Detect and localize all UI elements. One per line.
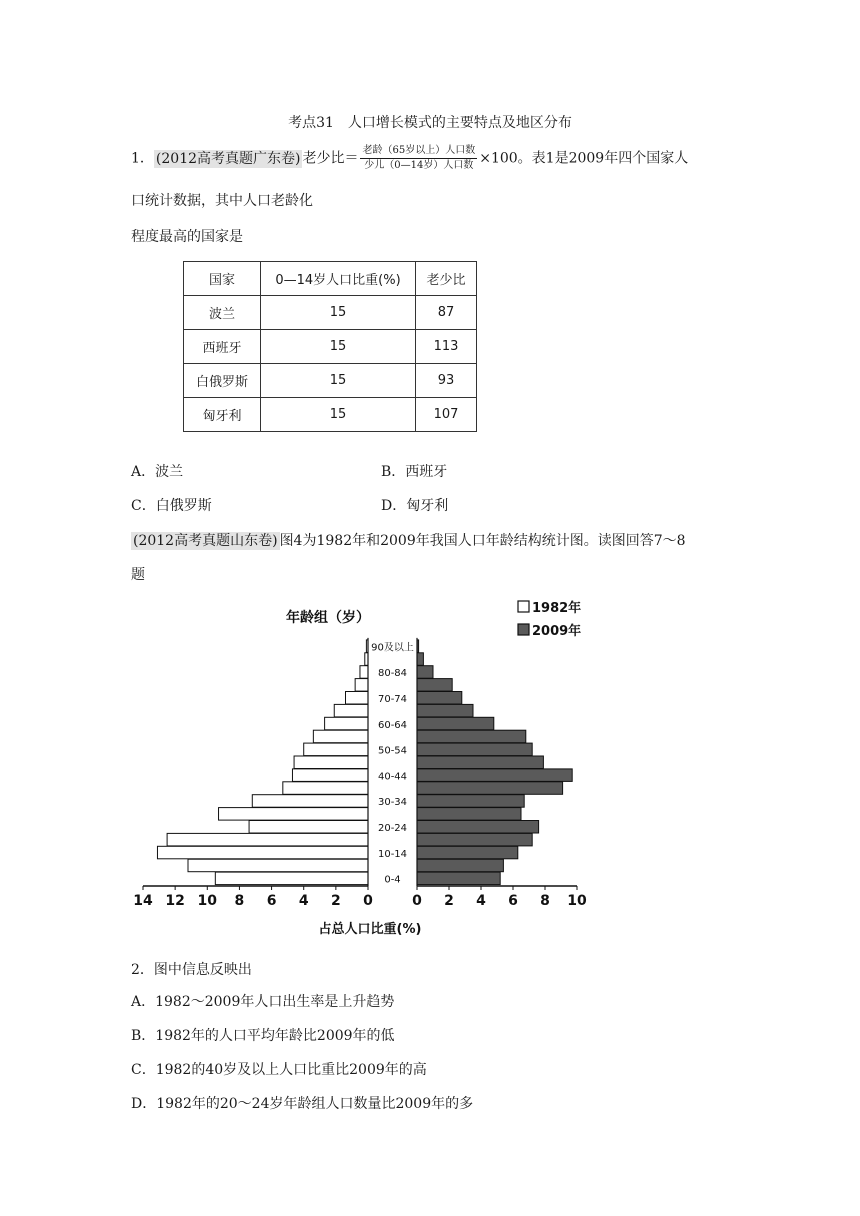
table-header-cell: 国家 [184,262,261,296]
bar-1982-35-39 [283,782,368,795]
question-1-line-3: 程度最高的国家是 [131,229,243,245]
q1-option-a[interactable]: A．波兰 [131,464,184,480]
bar-1982-60-64 [325,717,368,730]
bar-1982-10-14 [157,846,368,859]
q1-option-c[interactable]: C．白俄罗斯 [131,498,212,514]
table-cell-ratio: 113 [416,330,477,364]
table-row [184,330,477,364]
table-row [184,364,477,398]
chart-bars [157,640,572,885]
table-cell-share: 15 [261,364,416,398]
formula-lhs: 老少比＝ [302,150,359,167]
section-heading: 考点31 人口增长模式的主要特点及地区分布 [288,115,572,131]
table-cell-country: 西班牙 [184,330,261,364]
q1-option-b[interactable]: B．西班牙 [381,464,448,480]
q2-option-c[interactable]: C．1982的40岁及以上人口比重比2009年的高 [131,1062,427,1078]
population-pyramid-chart [120,590,600,945]
chart-title: 年龄组（岁） [286,610,370,626]
chart-intro-line-2: 题 [131,567,145,583]
bar-1982-75-79 [355,679,368,692]
table-cell-country: 白俄罗斯 [184,364,261,398]
left-tick-label: 0 [363,893,373,909]
right-tick-label: 10 [567,893,587,909]
age-group-label: 0-4 [384,874,401,886]
q2-option-b[interactable]: B．1982年的人口平均年龄比2009年的低 [131,1028,395,1044]
right-tick-label: 6 [508,893,518,909]
left-tick-label: 4 [298,893,309,909]
bar-2009-80-84 [417,666,433,679]
formula-fraction [360,145,477,172]
bar-1982-65-69 [334,704,368,717]
table-cell-share: 15 [261,296,416,330]
table-cell-ratio: 107 [416,398,477,432]
formula-denominator: 少儿（0—14岁）人口数 [364,160,474,171]
formula-numerator: 老龄（65岁以上）人口数 [360,145,477,159]
legend-swatch-1982 [518,601,529,612]
bar-1982-30-34 [252,795,368,808]
age-group-label: 10-14 [377,848,408,860]
bar-1982-5-9 [188,859,368,872]
table-cell-country: 匈牙利 [184,398,261,432]
question-1-source-tag: (2012高考真题广东卷) [155,150,301,167]
age-group-label: 40-44 [377,771,408,783]
bar-2009-50-54 [417,743,532,756]
bar-1982-15-19 [167,833,368,846]
age-group-label: 90及以上 [371,642,414,654]
formula-tail: ×100。表1是2009年四个国家人 [479,150,689,167]
table-cell-share: 15 [261,330,416,364]
age-group-label: 20-24 [377,823,408,834]
bar-1982-55-59 [313,730,368,743]
bar-2009-85-89 [417,653,423,666]
bar-2009-70-74 [417,692,462,705]
left-tick-label: 10 [197,893,218,909]
intro-source-tag: (2012高考真题山东卷) [133,533,278,549]
question-1-line-2: 口统计数据，其中人口老龄化 [131,193,313,209]
bar-2009-15-19 [417,833,532,846]
bar-2009-5-9 [417,859,503,872]
table-header-cell: 0—14岁人口比重(%) [261,262,416,296]
table-header-row [184,262,477,296]
bar-1982-50-54 [304,743,368,756]
right-tick-label: 8 [540,893,550,909]
table-row [184,296,477,330]
bar-1982-0-4 [215,872,368,885]
bar-2009-35-39 [417,782,563,795]
table-header-cell: 老少比 [416,262,477,296]
left-tick-label: 8 [234,893,245,909]
table-row [184,398,477,432]
table-cell-ratio: 87 [416,296,477,330]
legend-swatch-2009 [518,624,529,635]
chart-intro-line-1 [131,530,686,550]
bar-2009-10-14 [417,846,518,859]
age-group-label: 30-34 [377,797,408,809]
bar-1982-45-49 [294,756,368,769]
bar-1982-20-24 [249,821,368,834]
bar-2009-25-29 [417,808,521,821]
right-tick-label: 0 [412,893,422,909]
left-tick-label: 12 [165,893,185,909]
table-cell-ratio: 93 [416,364,477,398]
age-group-label: 80-84 [377,668,408,680]
question-2-stem: 2．图中信息反映出 [131,962,252,978]
bar-2009-20-24 [417,821,539,834]
bar-2009-0-4 [417,872,500,885]
question-1-line-1 [131,145,688,172]
bar-1982-70-74 [346,692,369,705]
bar-2009-60-64 [417,717,494,730]
bar-1982-80-84 [360,666,368,679]
bar-2009-75-79 [417,679,452,692]
legend-label-2009: 2009年 [532,624,582,639]
intro-text: 图4为1982年和2009年我国人口年龄结构统计图。读图回答7～8 [279,533,686,549]
bar-2009-65-69 [417,704,473,717]
left-tick-label: 14 [133,893,153,909]
table-cell-share: 15 [261,398,416,432]
age-group-label: 70-74 [377,694,408,705]
left-tick-label: 2 [330,893,341,909]
bar-2009-45-49 [417,756,543,769]
table-cell-country: 波兰 [184,296,261,330]
q2-option-d[interactable]: D．1982年的20～24岁年龄组人口数量比2009年的多 [131,1096,474,1112]
left-tick-label: 6 [266,893,277,909]
legend-label-1982: 1982年 [532,601,582,616]
q2-option-a[interactable]: A．1982～2009年人口出生率是上升趋势 [131,994,395,1010]
population-table [183,261,477,432]
question-1-number: 1． [131,150,154,167]
bar-1982-25-29 [219,808,368,821]
bar-2009-55-59 [417,730,526,743]
age-group-label: 60-64 [377,719,408,731]
right-tick-label: 4 [476,893,486,909]
chart-legend [518,600,581,639]
chart-x-axis-label: 占总人口比重(%) [318,922,422,937]
bar-1982-40-44 [292,769,368,782]
q1-option-d[interactable]: D．匈牙利 [381,498,449,514]
bar-2009-30-34 [417,795,524,808]
right-tick-label: 2 [444,893,454,909]
bar-2009-40-44 [417,769,572,782]
age-group-label: 50-54 [377,745,408,757]
